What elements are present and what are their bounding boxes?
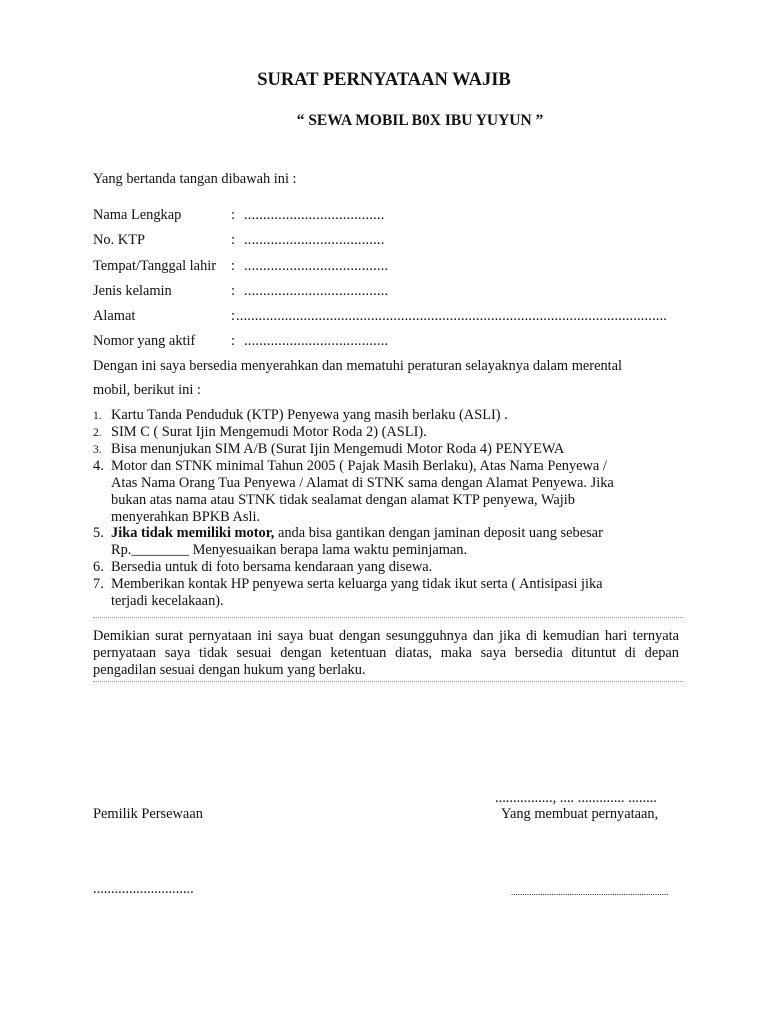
dotted-divider	[93, 681, 683, 682]
list-item: menyerahkan BPKB Asli.	[111, 509, 261, 525]
field-colon: :	[231, 207, 235, 223]
right-signer-label: Yang membuat pernyataan,	[501, 806, 659, 822]
item-bold-text: Jika tidak memiliki motor,	[111, 525, 275, 541]
document-title: SURAT PERNYATAAN WAJIB	[257, 70, 511, 90]
field-label-ttl: Tempat/Tanggal lahir	[93, 258, 217, 274]
list-item: Bisa menunjukan SIM A/B (Surat Ijin Mengemudi Motor Roda 4) PENYEWA	[111, 441, 565, 457]
list-item: Memberikan kontak HP penyewa serta keluarga yang tidak ikut serta ( Antisipasi jika	[111, 576, 603, 592]
list-item: Atas Nama Orang Tua Penyewa / Alamat di STNK sama dengan Alamat Penyewa. Jika	[111, 475, 614, 491]
field-value-ttl: ......................................	[244, 258, 389, 274]
intro-text: Yang bertanda tangan dibawah ini :	[93, 171, 297, 187]
field-label-jenis-kelamin: Jenis kelamin	[93, 283, 172, 299]
document-subtitle: “ SEWA MOBIL B0X IBU YUYUN ”	[296, 112, 544, 129]
list-item: Motor dan STNK minimal Tahun 2005 ( Pajak Masih Berlaku), Atas Nama Penyewa /	[111, 458, 607, 474]
field-label-nomor: Nomor yang aktif	[93, 333, 196, 349]
item-text: anda bisa gantikan dengan jaminan deposit uang sebesar	[274, 525, 603, 541]
statement-line-2: mobil, berikut ini :	[93, 382, 201, 398]
list-item: Bersedia untuk di foto bersama kendaraan yang disewa.	[111, 559, 433, 575]
item-number: 6.	[93, 559, 104, 575]
field-value-alamat: ...................................................................................................................	[236, 308, 667, 324]
right-signature-line: ......................................................................	[511, 887, 669, 897]
field-colon: :	[231, 333, 235, 349]
list-item: Kartu Tanda Penduduk (KTP) Penyewa yang masih berlaku (ASLI) .	[111, 407, 508, 423]
field-label-alamat: Alamat	[93, 308, 136, 324]
statement-line-1: Dengan ini saya bersedia menyerahkan dan mematuhi peraturan selayaknya dalam merental	[93, 358, 623, 374]
field-value-nama: .....................................	[244, 207, 385, 223]
item-number: 4.	[93, 458, 104, 474]
list-item	[111, 525, 603, 542]
place-date-line: ................, .... ............. ........	[495, 790, 657, 806]
field-colon: :	[231, 283, 235, 299]
field-value-ktp: .....................................	[244, 232, 385, 248]
field-value-jenis-kelamin: ......................................	[244, 283, 389, 299]
item-text: Menyesuaikan berapa lama waktu peminjaman.	[188, 542, 468, 558]
rp-amount-blank: Rp.________	[111, 542, 189, 558]
list-item: bukan atas nama atau STNK tidak sealamat dengan alamat KTP penyewa, Wajib	[111, 492, 575, 508]
left-signer-label: Pemilik Persewaan	[93, 806, 203, 822]
item-number: 1.	[93, 410, 102, 422]
dotted-divider	[93, 617, 683, 618]
item-number: 3.	[93, 444, 102, 456]
item-number: 7.	[93, 576, 104, 592]
closing-paragraph: Demikian surat pernyataan ini saya buat dengan sesungguhnya dan jika di kemudian hari ternyata pernyataan saya tidak sesuai dengan ketentuan diatas, maka saya bersedia dituntut di depan pengadilan sesuai dengan hukum yang berlaku.	[93, 628, 679, 678]
field-label-nama: Nama Lengkap	[93, 207, 182, 223]
left-signature-line: ............................	[93, 881, 194, 897]
field-colon: :	[231, 308, 235, 324]
list-item: terjadi kecelakaan).	[111, 593, 224, 609]
list-item: SIM C ( Surat Ijin Mengemudi Motor Roda 2) (ASLI).	[111, 424, 427, 440]
list-item	[111, 542, 467, 559]
item-number: 5.	[93, 525, 104, 541]
field-label-ktp: No. KTP	[93, 232, 145, 248]
field-colon: :	[231, 232, 235, 248]
field-value-nomor: ......................................	[244, 333, 389, 349]
item-number: 2.	[93, 427, 102, 439]
field-colon: :	[231, 258, 235, 274]
